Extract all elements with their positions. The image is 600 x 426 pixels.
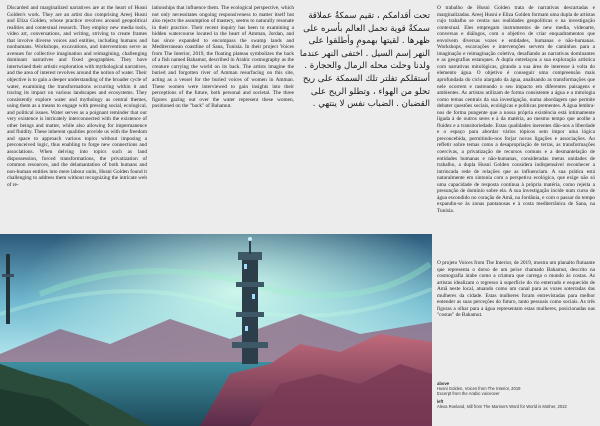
caption-label-above: above [437,381,450,386]
artwork-image [0,234,432,426]
portuguese-paragraph-1: O trabalho de Husni Golden trata de narrativas descartadas e marginalizadas. Areej Husni e Eliza Golden formam uma dupla de artistas cujo trabalho se centra nas realidades geopolíticas e na investigação contextual. Eles empregam instrumentos de new media, videoarte, conversas e diálogos, com o objetivo de criar enquadramentos que envolvem diversas vozes e entidades, humanas e não-humanas. Workshops, escavações e intervenções servem de caminhos para a imaginação e reimaginação coletiva, desafiando as narrativas dominantes e as geografias estanques. A dupla entrelaçou a sua exploração artística com narrativas mitológicas, girando a sua área de interesse à volta do elemento água. O objetivo é conseguir uma compreensão mais aprofundada do ciclo alargado da água, analisando as transformações que nele ocorrem e rastreando o seu impacto em diferentes paisagens e ambientes. As artistas utilizam de forma consistente a água e a mitologia como temas centrais da sua investigação, numa abordagem que permite debater questões sociais, ecológicas e políticas prementes. A água lembra-nos de forma pungente que a nossa própria existência está intimamente ligada à de outros seres e à da matéria, ao mesmo tempo que acolhe a fluidez e a transitoriedade. Estas qualidades inerentes dão-nos a liberdade e o espaço para abordar vários tópicos sem impor uma lógica preconcebida, permitindo-nos forjar novas ligações e associações. Ao refletir sobre temas como a desapropriação de terras, as transformações coercivas, a privatização de recursos comuns e a desmantelação de entidades humanas e não-humanas, consideradas meras unidades de trabalho, a dupla Husni Golden considera indispensável reconhecer a intrincada rede de relações que as influenciam. A sua prática está naturalmente em sintonia com a perspetiva ecológica, que exige não só uma capacidade de resposta contínua à própria matéria, como rejeita a presunção de domínio sobre ela. A sua investigação incide num curso de água escondido no coração de Amã, na Jordânia, e com o passar do tempo expandiu-se às zonas pantanosas e à costa mediterrânica de Sana, na Tunísia. [437,5,595,214]
portuguese-paragraph-2: O projeto Voices from The Interior, de 2019, mostra um planalto flutuante que representa o dorso de um peixe chamado Bahamut, descrito na cosmografia árabe como a criatura que carrega o mundo às costas. As artistas idealizam o regresso à superfície do rio enterrado e esquecido de Amã neste local, atuando como um canal para as vozes soterradas das mulheres da cidade. Estas mulheres foram entrevistadas para melhor entender as suas perceções do futuro, tanto pessoais como sociais. As três figuras a olhar para a água representam estas mulheres, posicionadas nas "costas" de Bahamut. [437,260,595,319]
caption-text-left: Alexa Roeland, still from The Mariners Word for World is Mother, 2022 [437,403,567,409]
image-caption [437,381,587,409]
caption-label-left: left [437,398,444,404]
portuguese-text-column-1 [437,5,595,215]
portuguese-text-column-2 [437,260,595,319]
caption-text-above-1: Husni Golden, Voices from The Interior, 2019 [437,386,521,392]
english-paragraph-1: Discarded and marginalized narratives are at the heart of Husni Golden's work. They are an artist duo comprising Areej Husni and Eliza Golden, whose practice revolves around geopolitical realities and contextual research. They employ new media tools, video art, conversations, and writing, striving to create frames that involve diverse voices and entities, including humans and nonhumans. Workshops, excavations, and interventions serve as avenues for collective imagination and reimagining, challenging dominant narratives and fixed geographies. They have intertwined their artistic exploration with mythological narratives, and the area of interest revolves around the notion of water. Their objective is to gain a deeper understanding of the broader cycle of water, examining the transformations occurring within it and tracing its impact on various landscapes and ecosystems. They consistently explore water and mythology as central themes, using them as a means to engage with pressing social, ecological, and political issues. Water serves as a poignant reminder that our very existence is intricately interconnected with the existence of other beings and matter, while also allowing for impermanence and fluidity. These inherent qualities provide us with the freedom and space to approach various topics without imposing a preconceived logic, thus enabling to forge new connections and associations. When delving into topics such as land dispossession, forced transformations, the privatization of common resources, and the delamantation of both humans and non-human entities into mere labour units, Husni Golden found it challenging to address them without recognizing the intricate web of re- [7,5,147,188]
arabic-text-column [298,10,430,111]
caption-text-above-2: Excerpt from the Arabic voiceover [437,391,500,397]
arabic-paragraph: تحت أقدامكم ، تقيم سمكةٌ عملاقة سمكةٌ قوية تحمل العالم بأسره على ظهرها . لقيتها بهمومٍ وأطلقوا على النهر إسم السيل . اختفى النهر عندما ولدنا وحلت محله الرمال والحجارة . أستقلكم تفلتر تلك السمكة على ريح تحلو من الهواء ، وتطلو الريح على القضبان . الضباب نفس لا ينتهي . [299,11,430,110]
artwork-illustration [0,234,432,426]
english-text-column-1 [7,5,147,188]
english-text-column-2 [152,5,294,110]
english-paragraph-2: lationships that influence them. The ecological perspective, which not only necessitates ongoing responsiveness to matter itself but also rejects the assumption of mastery, seems to naturally resonate in their practice. Their recent inquiry has been to examining a hidden watercourse located in the heart of Amman, Jordan, and has since expanded to encompass the swamp lands and Mediterranean coastline of Sana, Tunisia. In their project Voices from The Interior, 2019, the floating plateau symbolizes the back of a fish named Bahamut, described in Arabic cosmography as the creature carrying the world on its back. The artists imagine the buried and forgotten river of Amman resurfacing on this site, acting as a vessel for the buried voices of women in Amman. These women were interviewed to gain insights into their perceptions of the future, both personal and societal. The three figures gazing out over the water represent these women, positioned on the "back" of Bahamut. [152,5,294,110]
